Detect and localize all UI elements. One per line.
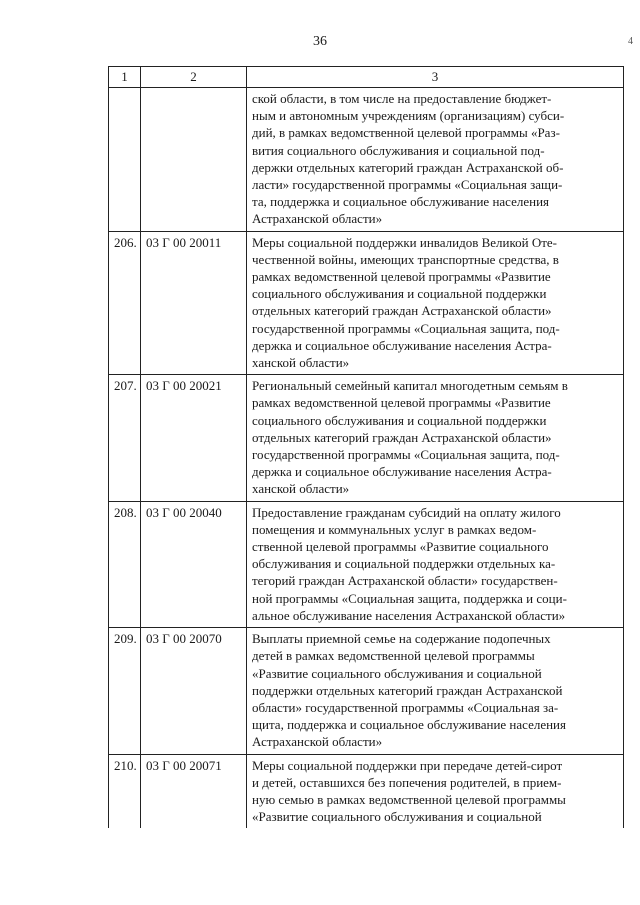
table-header-row [109, 67, 624, 88]
description-line: щита, поддержка и социальное обслуживание населения [252, 717, 566, 733]
description-line: отдельных категорий граждан Астраханской области» [252, 429, 552, 445]
description-line: государственной программы «Социальная защита, под- [252, 320, 560, 336]
description-line: альное обслуживание населения Астраханской области» [252, 607, 566, 623]
description-line: ласти» государственной программы «Социальная защи- [252, 177, 563, 193]
description-line: поддержки отдельных категорий граждан Астраханской [252, 682, 563, 698]
budget-code: 03 Г 00 20070 [141, 628, 247, 754]
description-line: ской области, в том числе на предоставление бюджет- [252, 91, 552, 106]
description-line: Выплаты приемной семье на содержание подопечных [252, 631, 551, 647]
description-line: и детей, оставшихся без попечения родителей, в прием- [252, 774, 562, 790]
description-line: детей в рамках ведомственной целевой программы [252, 648, 535, 664]
budget-code: 03 Г 00 20071 [141, 754, 247, 828]
description-line: отдельных категорий граждан Астраханской области» [252, 303, 552, 319]
budget-code: 03 Г 00 20011 [141, 231, 247, 375]
table-body [109, 88, 624, 829]
description-line: та, поддержка и социальное обслуживание населения [252, 194, 550, 210]
table-row [109, 375, 624, 501]
row-description [247, 628, 624, 754]
header-col-1: 1 [109, 67, 141, 88]
table-row [109, 628, 624, 754]
description-line: ханской области» [252, 481, 350, 497]
row-number: 207. [109, 375, 141, 501]
row-number: 208. [109, 501, 141, 627]
budget-code [141, 88, 247, 232]
budget-table [108, 66, 624, 828]
row-number: 210. [109, 754, 141, 828]
row-description [247, 88, 624, 232]
description-line: государственной программы «Социальная защита, под- [252, 447, 560, 463]
description-line: ханской области» [252, 355, 350, 371]
description-line: ственной целевой программы «Развитие социального [252, 539, 549, 555]
table-row [109, 88, 624, 232]
corner-mark: 4 [628, 36, 633, 47]
table-row [109, 501, 624, 627]
description-line: Региональный семейный капитал многодетным семьям в [252, 378, 568, 394]
row-description [247, 501, 624, 627]
page-number: 36 [313, 34, 327, 49]
description-line: держки отдельных категорий граждан Астраханской об- [252, 159, 564, 175]
description-line: ную семью в рамках ведомственной целевой программы [252, 791, 566, 807]
description-line: дий, в рамках ведомственной целевой программы «Раз- [252, 125, 560, 141]
row-number: 206. [109, 231, 141, 375]
description-line: тегорий граждан Астраханской области» государствен- [252, 573, 558, 589]
description-line: держка и социальное обслуживание населения Астра- [252, 337, 552, 353]
description-line: Астраханской области» [252, 734, 383, 750]
description-line: чественной войны, имеющих транспортные средства, в [252, 251, 559, 267]
description-line: Меры социальной поддержки инвалидов Великой Оте- [252, 234, 558, 250]
row-number [109, 88, 141, 232]
description-line: социального обслуживания и социальной поддержки [252, 286, 547, 302]
header-col-2: 2 [141, 67, 247, 88]
description-line: обслуживания и социальной поддержки отдельных ка- [252, 556, 556, 572]
budget-code: 03 Г 00 20021 [141, 375, 247, 501]
description-line: Астраханской области» [252, 211, 383, 227]
description-line: области» государственной программы «Социальная за- [252, 699, 559, 715]
row-description [247, 754, 624, 828]
row-number: 209. [109, 628, 141, 754]
description-line: ной программы «Социальная защита, поддержка и соци- [252, 590, 567, 606]
description-line: рамках ведомственной целевой программы «Развитие [252, 395, 551, 411]
description-line: Предоставление гражданам субсидий на оплату жилого [252, 504, 561, 520]
description-line: «Развитие социального обслуживания и социальной [252, 665, 542, 681]
budget-code: 03 Г 00 20040 [141, 501, 247, 627]
description-line: рамках ведомственной целевой программы «Развитие [252, 269, 551, 285]
description-line: держка и социальное обслуживание населения Астра- [252, 464, 552, 480]
description-line: Меры социальной поддержки при передаче детей-сирот [252, 757, 563, 773]
description-line: ным и автономным учреждениям (организациям) субси- [252, 108, 565, 124]
description-line: социального обслуживания и социальной поддержки [252, 412, 547, 428]
row-description [247, 231, 624, 375]
description-line: помещения и коммунальных услуг в рамках ведом- [252, 521, 537, 537]
header-col-3: 3 [247, 67, 624, 88]
table-row [109, 754, 624, 828]
table-row [109, 231, 624, 375]
row-description [247, 375, 624, 501]
description-line: вития социального обслуживания и социальной под- [252, 142, 545, 158]
description-line: «Развитие социального обслуживания и социальной [252, 809, 542, 825]
